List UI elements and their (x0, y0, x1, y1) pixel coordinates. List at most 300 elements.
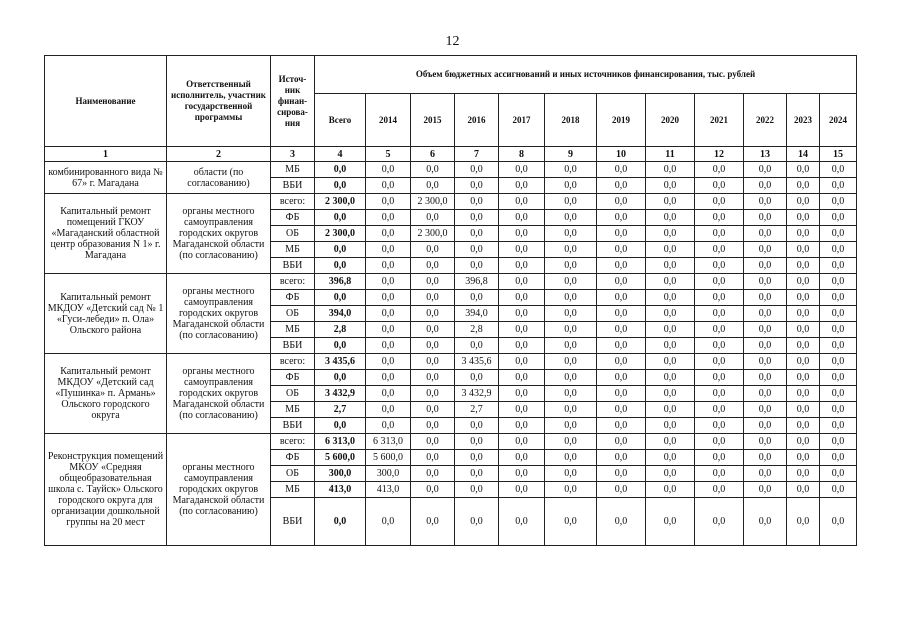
year-value: 0,0 (545, 226, 597, 242)
year-value: 0,0 (411, 162, 455, 178)
year-value: 0,0 (744, 434, 787, 450)
year-value: 0,0 (545, 290, 597, 306)
year-value: 0,0 (411, 482, 455, 498)
item-responsible: органы местного самоуправления городских округов Магаданской области (по согласованию) (167, 434, 271, 546)
total-value: 0,0 (315, 338, 366, 354)
header-year: 2015 (411, 94, 455, 147)
total-value: 0,0 (315, 242, 366, 258)
year-value: 0,0 (545, 322, 597, 338)
year-value: 0,0 (411, 434, 455, 450)
year-value: 0,0 (597, 178, 646, 194)
year-value: 0,0 (744, 258, 787, 274)
year-value: 0,0 (695, 178, 744, 194)
year-value: 0,0 (499, 226, 545, 242)
table-row (45, 194, 857, 210)
year-value: 0,0 (695, 274, 744, 290)
year-value: 0,0 (597, 210, 646, 226)
year-value: 0,0 (820, 450, 857, 466)
year-value: 0,0 (646, 482, 695, 498)
year-value: 0,0 (366, 498, 411, 546)
column-number: 13 (744, 147, 787, 162)
year-value: 0,0 (499, 274, 545, 290)
year-value: 0,0 (597, 274, 646, 290)
header-year: 2020 (646, 94, 695, 147)
year-value: 6 313,0 (366, 434, 411, 450)
year-value: 0,0 (411, 370, 455, 386)
year-value: 0,0 (646, 386, 695, 402)
year-value: 0,0 (455, 290, 499, 306)
year-value: 0,0 (366, 290, 411, 306)
funding-source: всего: (271, 354, 315, 370)
year-value: 0,0 (499, 338, 545, 354)
total-value: 300,0 (315, 466, 366, 482)
year-value: 0,0 (499, 210, 545, 226)
year-value: 0,0 (787, 370, 820, 386)
year-value: 0,0 (366, 354, 411, 370)
header-responsible: Ответственный исполнитель, участник государственной программы (167, 56, 271, 147)
total-value: 396,8 (315, 274, 366, 290)
year-value: 0,0 (646, 338, 695, 354)
year-value: 0,0 (366, 258, 411, 274)
year-value: 0,0 (545, 466, 597, 482)
year-value: 0,0 (744, 386, 787, 402)
column-number: 7 (455, 147, 499, 162)
year-value: 0,0 (787, 178, 820, 194)
year-value: 0,0 (646, 242, 695, 258)
year-value: 0,0 (411, 210, 455, 226)
year-value: 0,0 (695, 386, 744, 402)
year-value: 0,0 (545, 370, 597, 386)
funding-source: ФБ (271, 370, 315, 386)
page-number: 12 (445, 34, 460, 49)
year-value: 0,0 (411, 386, 455, 402)
item-responsible: органы местного самоуправления городских округов Магаданской области (по согласованию) (167, 354, 271, 434)
year-value: 0,0 (597, 258, 646, 274)
total-value: 3 432,9 (315, 386, 366, 402)
header-year: 2023 (787, 94, 820, 147)
header-year: Всего (315, 94, 366, 147)
year-value: 0,0 (787, 194, 820, 210)
year-value: 0,0 (499, 322, 545, 338)
year-value: 0,0 (744, 482, 787, 498)
year-value: 0,0 (455, 450, 499, 466)
total-value: 0,0 (315, 418, 366, 434)
year-value: 0,0 (597, 450, 646, 466)
total-value: 0,0 (315, 178, 366, 194)
funding-source: МБ (271, 242, 315, 258)
year-value: 394,0 (455, 306, 499, 322)
year-value: 0,0 (787, 402, 820, 418)
year-value: 0,0 (646, 274, 695, 290)
year-value: 0,0 (597, 498, 646, 546)
year-value: 0,0 (499, 434, 545, 450)
year-value: 300,0 (366, 466, 411, 482)
year-value: 0,0 (597, 338, 646, 354)
year-value: 0,0 (545, 210, 597, 226)
column-number: 3 (271, 147, 315, 162)
column-number: 15 (820, 147, 857, 162)
year-value: 0,0 (787, 466, 820, 482)
year-value: 0,0 (597, 322, 646, 338)
header-name: Наименование (45, 56, 167, 147)
year-value: 0,0 (646, 322, 695, 338)
year-value: 0,0 (411, 418, 455, 434)
total-value: 0,0 (315, 498, 366, 546)
column-number: 10 (597, 147, 646, 162)
year-value: 0,0 (411, 338, 455, 354)
year-value: 0,0 (744, 498, 787, 546)
year-value: 0,0 (695, 482, 744, 498)
year-value: 0,0 (411, 450, 455, 466)
column-number: 9 (545, 147, 597, 162)
year-value: 0,0 (744, 226, 787, 242)
year-value: 0,0 (787, 274, 820, 290)
year-value: 0,0 (646, 418, 695, 434)
year-value: 0,0 (455, 226, 499, 242)
year-value: 0,0 (545, 386, 597, 402)
item-responsible: области (по согласованию) (167, 162, 271, 194)
year-value: 0,0 (411, 322, 455, 338)
year-value: 0,0 (787, 338, 820, 354)
year-value: 0,0 (597, 226, 646, 242)
year-value: 0,0 (820, 162, 857, 178)
year-value: 0,0 (597, 194, 646, 210)
year-value: 0,0 (744, 162, 787, 178)
year-value: 0,0 (820, 322, 857, 338)
year-value: 0,0 (597, 290, 646, 306)
year-value: 0,0 (646, 306, 695, 322)
year-value: 0,0 (545, 354, 597, 370)
header-year: 2017 (499, 94, 545, 147)
year-value: 0,0 (820, 370, 857, 386)
year-value: 0,0 (366, 338, 411, 354)
funding-source: ФБ (271, 210, 315, 226)
year-value: 0,0 (695, 370, 744, 386)
column-number: 4 (315, 147, 366, 162)
year-value: 0,0 (499, 354, 545, 370)
year-value: 0,0 (455, 370, 499, 386)
year-value: 0,0 (646, 370, 695, 386)
year-value: 0,0 (820, 290, 857, 306)
year-value: 0,0 (787, 306, 820, 322)
funding-source: МБ (271, 402, 315, 418)
table-header (45, 56, 857, 162)
year-value: 0,0 (499, 386, 545, 402)
year-value: 0,0 (787, 258, 820, 274)
year-value: 0,0 (455, 482, 499, 498)
funding-source: МБ (271, 322, 315, 338)
year-value: 0,0 (646, 210, 695, 226)
table-body (45, 162, 857, 546)
total-value: 2,7 (315, 402, 366, 418)
header-year: 2016 (455, 94, 499, 147)
year-value: 3 435,6 (455, 354, 499, 370)
year-value: 0,0 (744, 306, 787, 322)
funding-source: всего: (271, 194, 315, 210)
year-value: 0,0 (545, 402, 597, 418)
year-value: 0,0 (455, 418, 499, 434)
year-value: 0,0 (787, 386, 820, 402)
header-year: 2021 (695, 94, 744, 147)
year-value: 0,0 (820, 386, 857, 402)
year-value: 0,0 (646, 498, 695, 546)
year-value: 0,0 (820, 482, 857, 498)
year-value: 0,0 (646, 354, 695, 370)
year-value: 0,0 (499, 290, 545, 306)
year-value: 413,0 (366, 482, 411, 498)
year-value: 0,0 (787, 450, 820, 466)
year-value: 0,0 (545, 434, 597, 450)
year-value: 0,0 (820, 274, 857, 290)
year-value: 0,0 (411, 402, 455, 418)
year-value: 0,0 (455, 210, 499, 226)
year-value: 0,0 (455, 258, 499, 274)
year-value: 0,0 (499, 466, 545, 482)
item-name: Капитальный ремонт помещений ГКОУ «Магаданский областной центр образования N 1» г. Магадана (45, 194, 167, 274)
year-value: 0,0 (597, 354, 646, 370)
total-value: 0,0 (315, 258, 366, 274)
year-value: 0,0 (695, 450, 744, 466)
year-value: 0,0 (695, 306, 744, 322)
year-value: 0,0 (787, 498, 820, 546)
total-value: 0,0 (315, 370, 366, 386)
funding-source: ВБИ (271, 418, 315, 434)
year-value: 0,0 (820, 210, 857, 226)
funding-source: ВБИ (271, 258, 315, 274)
total-value: 0,0 (315, 162, 366, 178)
year-value: 0,0 (411, 466, 455, 482)
year-value: 0,0 (545, 338, 597, 354)
year-value: 0,0 (744, 194, 787, 210)
year-value: 0,0 (820, 226, 857, 242)
year-value: 5 600,0 (366, 450, 411, 466)
year-value: 0,0 (646, 466, 695, 482)
year-value: 0,0 (787, 226, 820, 242)
year-value: 0,0 (695, 418, 744, 434)
year-value: 0,0 (820, 466, 857, 482)
year-value: 0,0 (744, 338, 787, 354)
year-value: 0,0 (646, 194, 695, 210)
year-value: 0,0 (499, 418, 545, 434)
year-value: 0,0 (366, 418, 411, 434)
total-value: 2 300,0 (315, 194, 366, 210)
year-value: 0,0 (695, 194, 744, 210)
year-value: 0,0 (695, 290, 744, 306)
year-value: 0,0 (820, 418, 857, 434)
year-value: 3 432,9 (455, 386, 499, 402)
year-value: 0,0 (366, 306, 411, 322)
column-number: 12 (695, 147, 744, 162)
funding-source: ВБИ (271, 178, 315, 194)
year-value: 0,0 (820, 498, 857, 546)
year-value: 0,0 (545, 258, 597, 274)
year-value: 0,0 (744, 418, 787, 434)
funding-source: МБ (271, 482, 315, 498)
year-value: 0,0 (499, 306, 545, 322)
year-value: 0,0 (744, 370, 787, 386)
year-value: 0,0 (744, 466, 787, 482)
table-row (45, 162, 857, 178)
table-row (45, 354, 857, 370)
funding-source: ФБ (271, 290, 315, 306)
year-value: 0,0 (646, 450, 695, 466)
year-value: 0,0 (787, 210, 820, 226)
year-value: 0,0 (366, 226, 411, 242)
year-value: 0,0 (499, 482, 545, 498)
year-value: 0,0 (646, 258, 695, 274)
item-name: комбинированного вида № 67» г. Магадана (45, 162, 167, 194)
year-value: 0,0 (695, 322, 744, 338)
year-value: 0,0 (597, 402, 646, 418)
year-value: 0,0 (597, 434, 646, 450)
year-value: 0,0 (646, 290, 695, 306)
year-value: 396,8 (455, 274, 499, 290)
total-value: 5 600,0 (315, 450, 366, 466)
year-value: 0,0 (411, 290, 455, 306)
year-value: 0,0 (366, 162, 411, 178)
year-value: 0,0 (499, 194, 545, 210)
year-value: 0,0 (455, 498, 499, 546)
year-value: 0,0 (744, 322, 787, 338)
year-value: 0,0 (820, 434, 857, 450)
year-value: 0,0 (411, 178, 455, 194)
year-value: 0,0 (744, 354, 787, 370)
year-value: 0,0 (499, 450, 545, 466)
table-row (45, 434, 857, 450)
item-responsible: органы местного самоуправления городских округов Магаданской области (по согласованию) (167, 194, 271, 274)
year-value: 0,0 (455, 178, 499, 194)
total-value: 3 435,6 (315, 354, 366, 370)
header-year: 2014 (366, 94, 411, 147)
year-value: 0,0 (695, 210, 744, 226)
total-value: 394,0 (315, 306, 366, 322)
funding-source: ОБ (271, 386, 315, 402)
year-value: 0,0 (597, 242, 646, 258)
year-value: 0,0 (411, 354, 455, 370)
year-value: 0,0 (545, 482, 597, 498)
total-value: 6 313,0 (315, 434, 366, 450)
year-value: 0,0 (820, 194, 857, 210)
year-value: 0,0 (366, 194, 411, 210)
year-value: 0,0 (499, 258, 545, 274)
year-value: 0,0 (744, 210, 787, 226)
year-value: 0,0 (366, 386, 411, 402)
year-value: 0,0 (545, 242, 597, 258)
year-value: 0,0 (597, 418, 646, 434)
item-name: Капитальный ремонт МКДОУ «Детский сад № 1 «Гуси-лебеди» п. Ола» Ольского района (45, 274, 167, 354)
year-value: 0,0 (646, 178, 695, 194)
year-value: 0,0 (695, 466, 744, 482)
year-value: 0,0 (499, 162, 545, 178)
year-value: 0,0 (820, 306, 857, 322)
year-value: 2,8 (455, 322, 499, 338)
year-value: 0,0 (744, 290, 787, 306)
funding-source: ВБИ (271, 338, 315, 354)
year-value: 0,0 (695, 258, 744, 274)
year-value: 0,0 (411, 274, 455, 290)
year-value: 0,0 (695, 354, 744, 370)
year-value: 2,7 (455, 402, 499, 418)
year-value: 0,0 (695, 242, 744, 258)
funding-source: всего: (271, 274, 315, 290)
year-value: 0,0 (545, 194, 597, 210)
year-value: 0,0 (744, 178, 787, 194)
year-value: 0,0 (411, 306, 455, 322)
year-value: 0,0 (787, 290, 820, 306)
item-responsible: органы местного самоуправления городских округов Магаданской области (по согласованию) (167, 274, 271, 354)
column-number: 11 (646, 147, 695, 162)
year-value: 0,0 (744, 242, 787, 258)
year-value: 0,0 (366, 322, 411, 338)
funding-source: ОБ (271, 306, 315, 322)
table-row (45, 274, 857, 290)
year-value: 0,0 (597, 162, 646, 178)
total-value: 413,0 (315, 482, 366, 498)
year-value: 0,0 (597, 370, 646, 386)
year-value: 0,0 (787, 482, 820, 498)
year-value: 0,0 (545, 162, 597, 178)
year-value: 0,0 (787, 418, 820, 434)
year-value: 0,0 (597, 386, 646, 402)
header-volume: Объем бюджетных ассигнований и иных источников финансирования, тыс. рублей (315, 56, 857, 94)
year-value: 0,0 (787, 354, 820, 370)
year-value: 0,0 (499, 370, 545, 386)
funding-source: ВБИ (271, 498, 315, 546)
total-value: 2 300,0 (315, 226, 366, 242)
column-number: 8 (499, 147, 545, 162)
column-number: 14 (787, 147, 820, 162)
year-value: 0,0 (499, 242, 545, 258)
total-value: 2,8 (315, 322, 366, 338)
header-year: 2019 (597, 94, 646, 147)
year-value: 0,0 (695, 338, 744, 354)
total-value: 0,0 (315, 210, 366, 226)
year-value: 0,0 (820, 402, 857, 418)
header-year: 2022 (744, 94, 787, 147)
year-value: 0,0 (455, 194, 499, 210)
year-value: 0,0 (545, 178, 597, 194)
year-value: 0,0 (646, 226, 695, 242)
year-value: 0,0 (545, 450, 597, 466)
funding-source: ОБ (271, 226, 315, 242)
year-value: 0,0 (411, 242, 455, 258)
year-value: 0,0 (366, 242, 411, 258)
funding-source: всего: (271, 434, 315, 450)
header-year: 2018 (545, 94, 597, 147)
year-value: 0,0 (455, 434, 499, 450)
year-value: 2 300,0 (411, 194, 455, 210)
column-number: 2 (167, 147, 271, 162)
funding-source: ОБ (271, 466, 315, 482)
year-value: 0,0 (597, 482, 646, 498)
budget-table (44, 55, 857, 546)
year-value: 0,0 (646, 402, 695, 418)
year-value: 0,0 (597, 466, 646, 482)
year-value: 0,0 (820, 354, 857, 370)
year-value: 0,0 (545, 274, 597, 290)
year-value: 0,0 (744, 450, 787, 466)
year-value: 0,0 (820, 258, 857, 274)
year-value: 0,0 (366, 210, 411, 226)
year-value: 0,0 (597, 306, 646, 322)
year-value: 0,0 (366, 370, 411, 386)
year-value: 0,0 (787, 162, 820, 178)
year-value: 0,0 (695, 498, 744, 546)
year-value: 0,0 (455, 162, 499, 178)
column-number: 5 (366, 147, 411, 162)
column-number: 1 (45, 147, 167, 162)
year-value: 0,0 (695, 162, 744, 178)
